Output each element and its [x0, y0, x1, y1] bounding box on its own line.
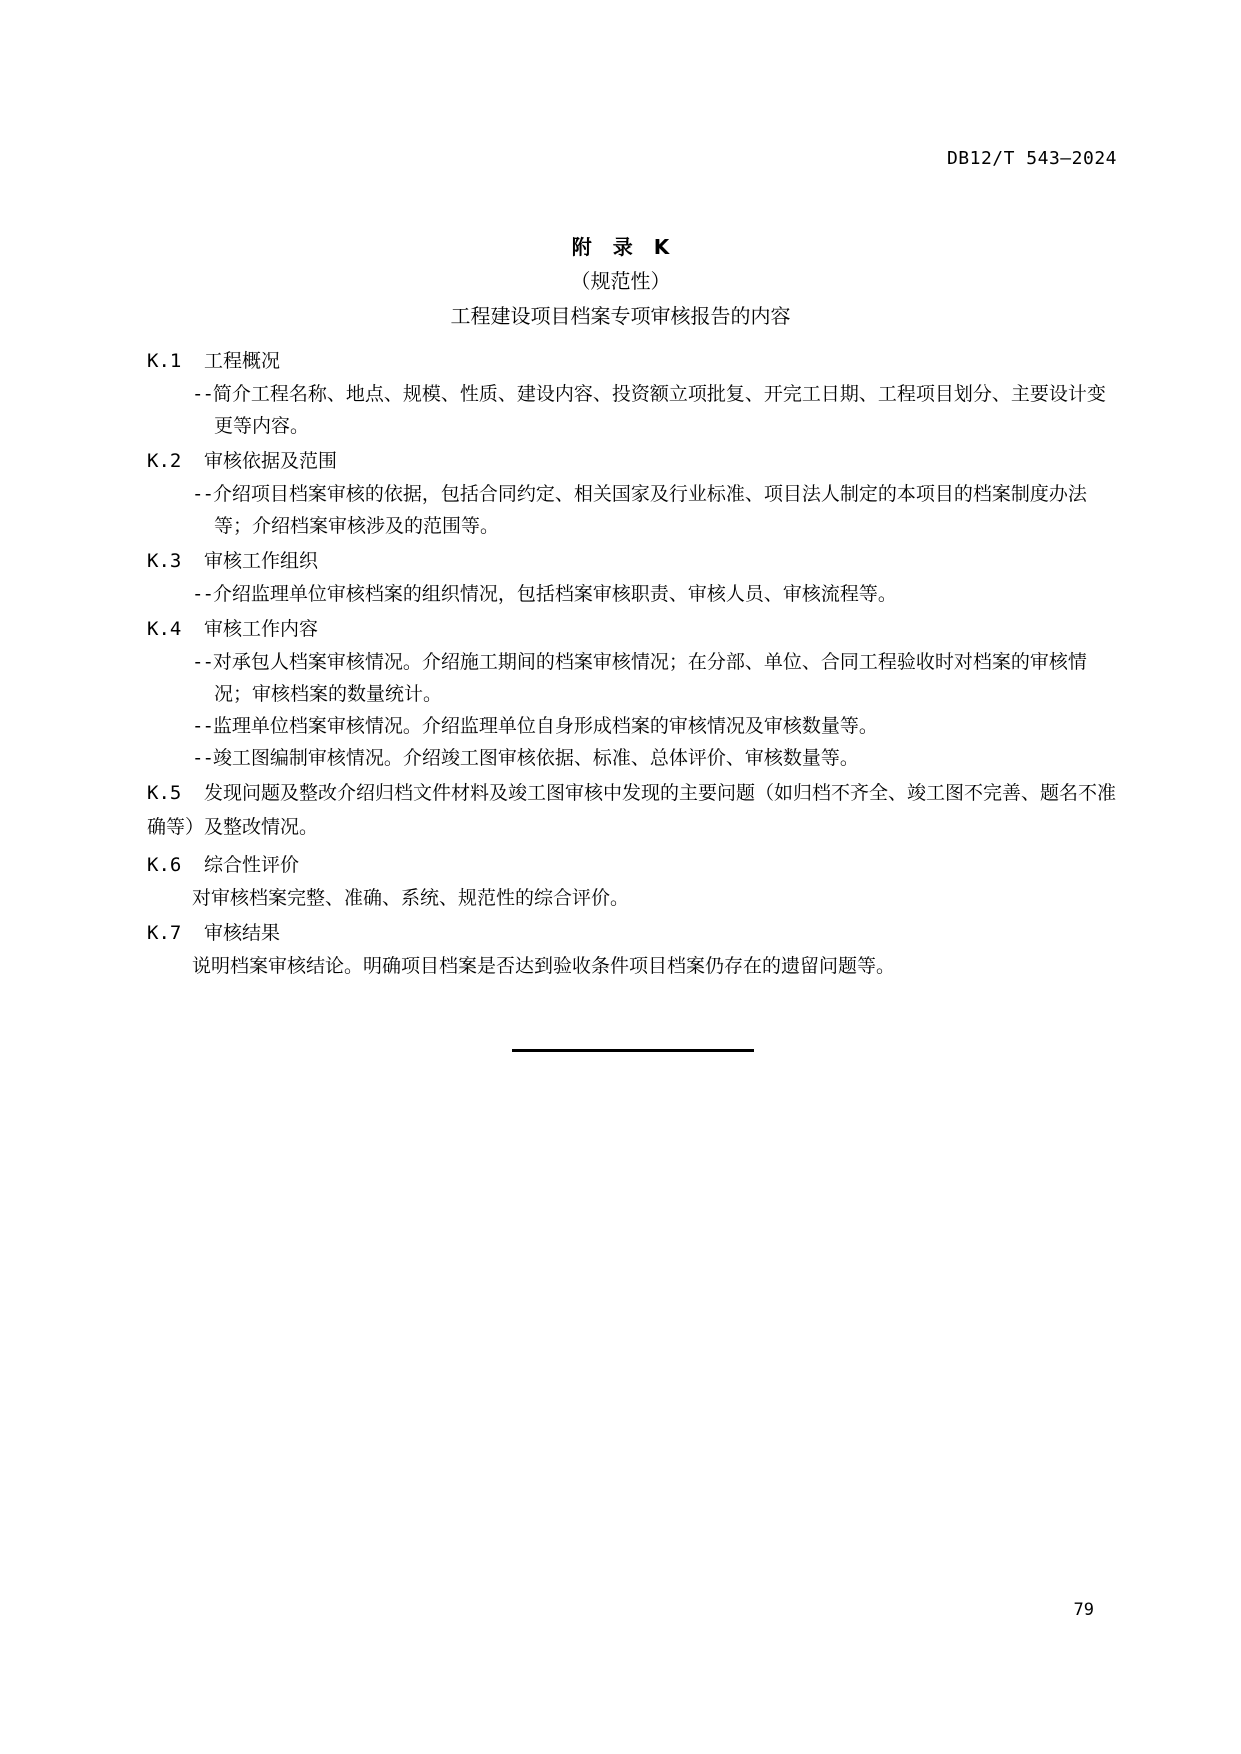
section-paragraph [147, 882, 1122, 914]
section-heading [147, 612, 1122, 646]
section-heading [147, 444, 1122, 478]
section-title: 工程概况 [204, 350, 281, 372]
section-title: 发现问题及整改 [204, 782, 338, 804]
end-rule [512, 1049, 754, 1052]
item-text: 监理单位档案审核情况。介绍监理单位自身形成档案的审核情况及审核数量等。 [212, 715, 878, 737]
dash-marker: -- [192, 651, 213, 673]
section-k3 [147, 544, 1122, 610]
dash-marker: -- [192, 583, 213, 605]
dash-marker: -- [192, 483, 213, 505]
section-number: K.6 [147, 854, 182, 876]
list-item [147, 646, 1122, 710]
section-k4 [147, 612, 1122, 774]
appendix-subject: 工程建设项目档案专项审核报告的内容 [450, 304, 791, 328]
section-number: K.5 [147, 782, 182, 804]
item-text: 介绍监理单位审核档案的组织情况，包括档案审核职责、审核人员、审核流程等。 [212, 583, 897, 605]
item-text: 对审核档案完整、准确、系统、规范性的综合评价。 [192, 887, 630, 909]
section-number: K.4 [147, 618, 182, 640]
appendix-title: 附 录 K [571, 235, 670, 259]
dash-marker: -- [192, 715, 213, 737]
section-title: 审核工作内容 [204, 618, 319, 640]
section-title: 审核依据及范围 [204, 450, 338, 472]
list-item [147, 578, 1122, 610]
appendix-type: （规范性） [570, 269, 671, 293]
section-text: 介绍归档文件材料及竣工图审核中发现的主要问题（如归档不齐全、竣工图不完善、题名不准确等）及整改情况。 [147, 782, 1117, 838]
section-k6 [147, 848, 1122, 914]
section-number: K.3 [147, 550, 182, 572]
section-number: K.7 [147, 922, 182, 944]
section-heading [147, 544, 1122, 578]
section-k5 [147, 776, 1122, 844]
list-item [147, 710, 1122, 742]
item-text: 对承包人档案审核情况。介绍施工期间的档案审核情况；在分部、单位、合同工程验收时对档案的审核情况；审核档案的数量统计。 [212, 651, 1087, 705]
section-title: 审核结果 [204, 922, 281, 944]
item-text: 说明档案审核结论。明确项目档案是否达到验收条件项目档案仍存在的遗留问题等。 [192, 955, 896, 977]
document-id: DB12/T 543—2024 [946, 148, 1117, 169]
appendix-header [0, 230, 1241, 334]
item-text: 简介工程名称、地点、规模、性质、建设内容、投资额立项批复、开完工日期、工程项目划分、主要设计变更等内容。 [212, 383, 1106, 437]
section-heading [147, 848, 1122, 882]
section-paragraph [147, 950, 1122, 982]
section-number: K.1 [147, 350, 182, 372]
section-title: 审核工作组织 [204, 550, 319, 572]
list-item [147, 742, 1122, 774]
section-title: 综合性评价 [204, 854, 300, 876]
section-k7 [147, 916, 1122, 982]
list-item [147, 478, 1122, 542]
section-k2 [147, 444, 1122, 542]
list-item [147, 378, 1122, 442]
appendix-body [147, 344, 1122, 982]
dash-marker: -- [192, 747, 213, 769]
section-heading [147, 916, 1122, 950]
page-number: 79 [1073, 1600, 1094, 1620]
section-number: K.2 [147, 450, 182, 472]
section-k1 [147, 344, 1122, 442]
section-heading [147, 344, 1122, 378]
dash-marker: -- [192, 383, 213, 405]
item-text: 竣工图编制审核情况。介绍竣工图审核依据、标准、总体评价、审核数量等。 [212, 747, 859, 769]
item-text: 介绍项目档案审核的依据，包括合同约定、相关国家及行业标准、项目法人制定的本项目的档案制度办法等；介绍档案审核涉及的范围等。 [212, 483, 1087, 537]
